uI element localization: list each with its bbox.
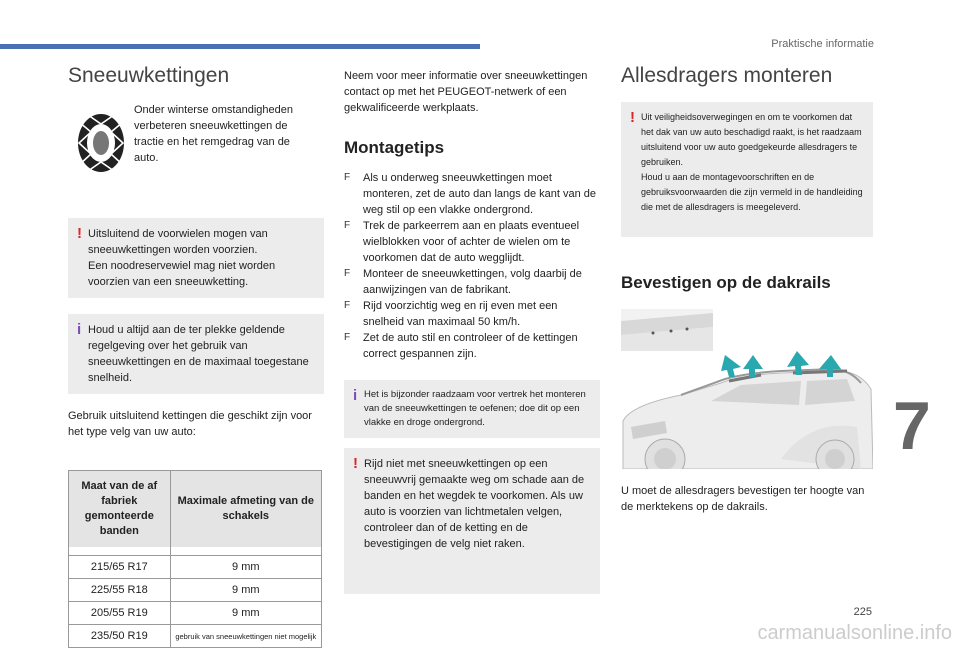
snow-chain-tire-icon: [74, 110, 128, 176]
warning-line-2: Houd u aan de montagevoorschriften en de gebruiksvoorwaarden die zijn vermeld in de handleiding die met de allesdragers is meegeleverd.: [641, 172, 863, 212]
info-icon: i: [77, 321, 82, 338]
list-item: F Trek de parkeerrem aan en plaats eventueel wielblokken voor of achter de wielen om te voorkomen dat de auto wegglijdt.: [344, 220, 580, 264]
warning-line-2: Een noodreservewiel mag niet worden voorzien van een sneeuwketting.: [88, 260, 276, 288]
subtitle-roof-rails: Bevestigen op de dakrails: [621, 273, 831, 292]
rails-caption: U moet de allesdragers bevestigen ter hoogte van de merktekens op de dakrails.: [621, 485, 865, 513]
warning-approved-racks: [621, 102, 873, 237]
footer-watermark: carmanualsonline.info: [757, 622, 952, 644]
list-item: F Als u onderweg sneeuwkettingen moet monteren, zet de auto dan langs de kant van de weg stil op een vlakke ondergrond.: [344, 172, 596, 216]
info-practice: [344, 380, 600, 438]
column-roof-racks: [621, 64, 873, 515]
car-roof-rails-illustration: [621, 309, 873, 469]
section-title-roof-racks: Allesdragers monteren: [621, 64, 833, 87]
column-snow-chains: [68, 64, 324, 648]
table-row: 225/55 R18 9 mm: [69, 579, 322, 602]
warning-line-1: Uit veiligheidsoverwegingen en om te voorkomen dat het dak van uw auto beschadigd raakt, is het raadzaam uitsluitend voor uw auto goedgekeurde allesdragers te gebruiken.: [641, 112, 862, 167]
table-row: 215/65 R17 9 mm: [69, 556, 322, 579]
info-text: Houd u altijd aan de ter plekke geldende regelgeving over het gebruik van sneeuwkettingen en de maximaal toegestane snelheid.: [88, 324, 309, 384]
warning-icon: !: [630, 109, 635, 126]
list-item: F Zet de auto stil en controleer of de kettingen correct gespannen zijn.: [344, 332, 578, 360]
section-title-snow-chains: Sneeuwkettingen: [68, 64, 230, 87]
info-regulations: [68, 314, 324, 394]
rim-type-text: Gebruik uitsluitend kettingen die geschikt zijn voor het type velg van uw auto:: [68, 410, 312, 438]
header-bar: [0, 44, 480, 49]
table-header-link-size: Maximale afmeting van de schakels: [170, 471, 321, 548]
warning-front-wheels: [68, 218, 324, 298]
table-header-tyre-size: Maat van de af fabriek gemonteerde banden: [69, 471, 171, 548]
warning-icon: !: [353, 455, 358, 472]
column-mounting-tips: [344, 68, 600, 594]
tips-list: [344, 170, 600, 362]
list-item: F Monteer de sneeuwkettingen, volg daarbij de aanwijzingen van de fabrikant.: [344, 268, 582, 296]
warning-text: Rijd niet met sneeuwkettingen op een sneeuwvrij gemaakte weg om schade aan de banden en het wegdek te voorkomen. Als uw auto is voorzien van lichtmetalen velgen, controleer dan of de ketting en de bevestigingen de velg niet raken.: [364, 458, 585, 550]
info-icon: i: [353, 387, 358, 404]
info-text: Het is bijzonder raadzaam voor vertrek het monteren van de sneeuwkettingen te oefenen; doe dit op een vlakke en droge ondergrond.: [364, 389, 586, 428]
table-row: 205/55 R19 9 mm: [69, 602, 322, 625]
list-item: F Rijd voorzichtig weg en rij even met een snelheid van maximaal 50 km/h.: [344, 300, 558, 328]
chapter-number: 7: [893, 388, 931, 464]
header-label: Praktische informatie: [771, 38, 874, 50]
table-row: 235/50 R19 gebruik van sneeuwkettingen niet mogelijk: [69, 625, 322, 648]
intro-block: [68, 102, 324, 184]
dealer-info-text: Neem voor meer informatie over sneeuwkettingen contact op met het PEUGEOT-netwerk of een gekwalificeerde werkplaats.: [344, 70, 588, 114]
warning-line-1: Uitsluitend de voorwielen mogen van sneeuwkettingen worden voorzien.: [88, 228, 268, 256]
intro-text: Onder winterse omstandigheden verbeteren sneeuwkettingen de tractie en het remgedrag van de auto.: [134, 104, 293, 164]
chain-size-table: [68, 470, 322, 648]
warning-snow-free-road: [344, 448, 600, 594]
page-number: 225: [853, 606, 872, 618]
warning-icon: !: [77, 225, 82, 242]
tips-title: Montagetips: [344, 138, 445, 157]
